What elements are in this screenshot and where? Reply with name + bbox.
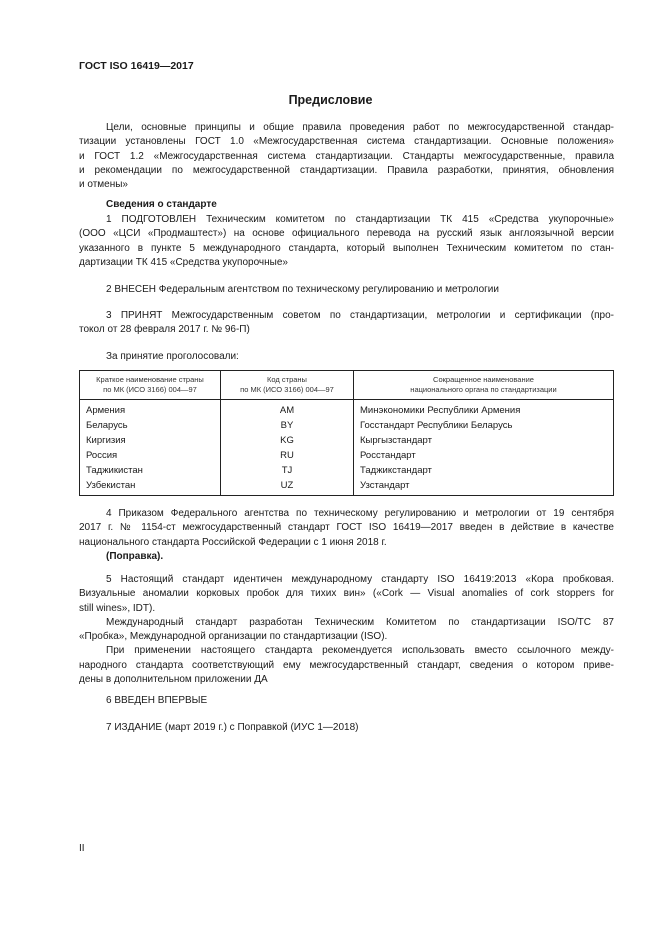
heading-text: Сведения о стандарте xyxy=(106,199,217,210)
table-row xyxy=(80,478,614,496)
paragraph-6-first-introduced xyxy=(79,694,614,708)
national-body-cell: Таджикстандарт xyxy=(354,463,614,478)
text-line: и рекомендации по межгосударственной стандартизации. Правила разработки, принятия, обновления xyxy=(79,164,614,176)
country-name-cell: Узбекистан xyxy=(80,478,221,496)
country-code-cell: RU xyxy=(221,448,354,463)
text-line: 2 ВНЕСЕН Федеральным агентством по техническому регулированию и метрологии xyxy=(106,284,499,295)
text-line: дартизации ТК 415 «Средства укупорочные» xyxy=(79,256,288,268)
text-line: 5 Настоящий стандарт идентичен международному стандарту ISO 16419:2013 «Кора пробковая. xyxy=(106,574,614,585)
text-line: тизации установлены ГОСТ 1.0 «Межгосударственная система стандартизации. Основные положения» xyxy=(79,136,614,148)
text-line: Визуальные аномалии корковых пробок для тихих вин» («Cork — Visual anomalies of cork stoppers for xyxy=(79,588,614,600)
document-id-header: ГОСТ ISO 16419—2017 xyxy=(79,60,194,72)
country-name-cell: Киргизия xyxy=(80,433,221,448)
text-line: Международный стандарт разработан Техническим Комитетом по стандартизации ISO/TC 87 xyxy=(106,616,614,628)
amendment-note: (Поправка). xyxy=(106,550,164,562)
text-line: и ГОСТ 1.2 «Межгосударственная система стандартизации. Стандарты межгосударственные, правила xyxy=(79,150,614,162)
table-row xyxy=(80,448,614,463)
national-body-cell: Минэкономики Республики Армения xyxy=(354,400,614,419)
paragraph-5-identical xyxy=(79,573,614,687)
table-row xyxy=(80,463,614,478)
text-line: При применении настоящего стандарта рекомендуется использовать вместо ссылочного между- xyxy=(106,645,614,657)
text-line: 4 Приказом Федерального агентства по техническому регулированию и метрологии от 19 сентября xyxy=(106,508,614,519)
text-line: указанного в пункте 5 международного стандарта, который выполнен Техническим комитетом по стан- xyxy=(79,242,614,254)
text-line: 2017 г. № 1154-ст межгосударственный стандарт ГОСТ ISO 16419—2017 введен в действие в качестве xyxy=(79,522,614,534)
preface-title: Предисловие xyxy=(288,93,373,107)
country-code-cell: TJ xyxy=(221,463,354,478)
national-body-cell: Росстандарт xyxy=(354,448,614,463)
text-line: национального стандарта Российской Федерации с 1 июня 2018 г. xyxy=(79,536,387,548)
text-line: Цели, основные принципы и общие правила проведения работ по межгосударственной стандар- xyxy=(106,122,614,133)
text-line: За принятие проголосовали: xyxy=(106,351,239,362)
table-row xyxy=(80,400,614,419)
text-line: 6 ВВЕДЕН ВПЕРВЫЕ xyxy=(106,695,208,706)
country-code-cell: KG xyxy=(221,433,354,448)
section-heading-about xyxy=(79,198,614,212)
paragraph-1-prepared xyxy=(79,213,614,270)
national-body-cell: Кыргызстандарт xyxy=(354,433,614,448)
voting-countries-table xyxy=(79,370,614,496)
text-line: (ООО «ЦСИ «Продмаштест») на основе официального перевода на русский язык англоязычной версии xyxy=(79,228,614,240)
text-line: токол от 28 февраля 2017 г. № 96-П) xyxy=(79,324,250,336)
text-line: и отмены» xyxy=(79,179,128,191)
country-name-cell: Россия xyxy=(80,448,221,463)
paragraph-4-order xyxy=(79,507,614,564)
country-code-cell: BY xyxy=(221,418,354,433)
paragraph-3-adopted xyxy=(79,309,614,338)
preface-intro-paragraph xyxy=(79,121,614,192)
text-line: дены в дополнительном приложении ДА xyxy=(79,674,268,686)
text-line: still wines», IDT). xyxy=(79,602,156,614)
text-line: 7 ИЗДАНИЕ (март 2019 г.) с Поправкой (ИУС 1—2018) xyxy=(106,722,359,733)
table-row xyxy=(80,418,614,433)
table-header-row xyxy=(80,371,614,400)
text-line: «Пробка», Международной организации по стандартизации (ISO). xyxy=(79,631,388,643)
paragraph-7-edition xyxy=(79,721,614,735)
country-name-cell: Таджикистан xyxy=(80,463,221,478)
page-number: II xyxy=(79,843,85,854)
paragraph-2-introduced xyxy=(79,283,614,297)
country-code-cell: AM xyxy=(221,400,354,419)
header-country-name: Краткое наименование страны по МК (ИСО 3166) 004—97 xyxy=(80,371,221,400)
national-body-cell: Узстандарт xyxy=(354,478,614,496)
header-national-body: Сокращенное наименование национального органа по стандартизации xyxy=(354,371,614,400)
header-country-code: Код страны по МК (ИСО 3166) 004—97 xyxy=(221,371,354,400)
national-body-cell: Госстандарт Республики Беларусь xyxy=(354,418,614,433)
country-code-cell: UZ xyxy=(221,478,354,496)
text-line: 3 ПРИНЯТ Межгосударственным советом по стандартизации, метрологии и сертификации (про- xyxy=(106,310,614,321)
table-row xyxy=(80,433,614,448)
text-line: 1 ПОДГОТОВЛЕН Техническим комитетом по стандартизации ТК 415 «Средства укупорочные» xyxy=(106,214,614,225)
text-line: народного стандарта соответствующий ему межгосударственный стандарт, сведения о котором приве- xyxy=(79,659,614,671)
voted-label xyxy=(79,350,614,364)
country-name-cell: Беларусь xyxy=(80,418,221,433)
country-name-cell: Армения xyxy=(80,400,221,419)
